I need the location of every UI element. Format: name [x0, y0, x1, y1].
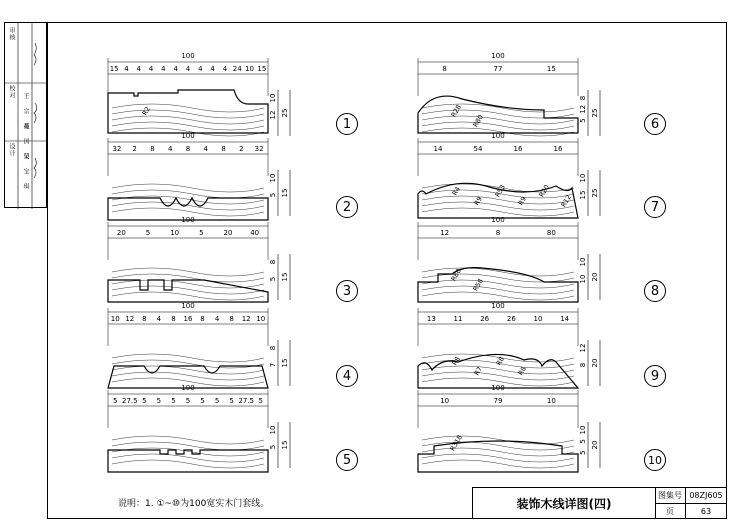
segment-dim-4-6: 8 [200, 315, 205, 323]
segment-dim-5-2: 5 [142, 397, 147, 405]
radius-label-7-1: R9 [472, 195, 484, 207]
side-dim-5-0: 10 [269, 425, 277, 435]
segment-dim-1-10: 24 [232, 65, 242, 73]
segment-dim-10-2: 10 [546, 397, 556, 405]
side-dim-4-2: 15 [281, 358, 289, 368]
segment-dim-9-4: 10 [533, 315, 543, 323]
segment-dim-4-9: 12 [241, 315, 251, 323]
segment-dim-5-10: 5 [258, 397, 263, 405]
side-dim-7-2: 25 [591, 188, 599, 198]
segment-dim-2-3: 4 [167, 145, 173, 153]
detail-number-8: 8 [644, 280, 666, 302]
radius-label-6-0: R28 [449, 103, 463, 119]
segment-dim-2-5: 4 [203, 145, 209, 153]
page-label: 页 [655, 504, 686, 519]
segment-dim-2-2: 8 [150, 145, 155, 153]
side-dim-8-2: 20 [591, 272, 599, 282]
side-dim-10-2: 5 [579, 450, 587, 455]
segment-dim-3-2: 10 [170, 229, 180, 237]
segment-dim-4-7: 4 [214, 315, 220, 323]
side-dim-2-1: 5 [269, 192, 277, 198]
detail-number-7: 7 [644, 196, 666, 218]
segment-dim-4-8: 8 [229, 315, 234, 323]
segment-dim-7-0: 14 [433, 145, 443, 153]
side-dim-8-0: 10 [579, 257, 587, 267]
width-dim-3: 100 [181, 216, 195, 224]
segment-dim-1-5: 4 [173, 65, 178, 73]
segment-dim-5-7: 5 [214, 397, 220, 405]
segment-dim-1-6: 4 [185, 65, 191, 73]
segment-dim-9-2: 26 [480, 315, 490, 323]
segment-dim-4-0: 10 [110, 315, 120, 323]
side-dim-1-0: 10 [269, 93, 277, 103]
segment-dim-1-11: 10 [245, 65, 254, 73]
width-dim-2: 100 [181, 132, 195, 140]
side-dim-3-0: 8 [269, 259, 277, 265]
side-dim-4-1: 7 [269, 362, 277, 368]
segment-dim-1-1: 4 [124, 65, 129, 73]
segment-dim-4-3: 4 [156, 315, 162, 323]
side-dim-6-2: 5 [579, 118, 587, 123]
width-dim-7: 100 [491, 132, 505, 140]
detail-number-9: 9 [644, 365, 666, 387]
segment-dim-4-1: 12 [125, 315, 135, 323]
side-dim-9-0: 12 [579, 343, 587, 353]
side-dim-9-1: 8 [579, 362, 587, 368]
title-block [472, 487, 727, 519]
segment-dim-3-4: 20 [223, 229, 233, 237]
width-dim-8: 100 [491, 216, 505, 224]
radius-label-7-3: R9 [516, 195, 528, 207]
side-dim-2-0: 10 [269, 173, 277, 183]
segment-dim-3-0: 20 [116, 229, 126, 237]
side-dim-4-0: 8 [269, 345, 277, 351]
side-dim-10-0: 10 [579, 425, 587, 435]
detail-number-5: 5 [336, 449, 358, 471]
segment-dim-2-4: 8 [185, 145, 191, 153]
drawing-note: 说明：1. ①~⑩为100宽实木门套线。 [118, 499, 270, 509]
radius-label-9-3: R8 [516, 365, 528, 377]
radius-label-9-1: R7 [472, 365, 484, 377]
segment-dim-4-10: 10 [256, 315, 266, 323]
segment-dim-5-3: 5 [156, 397, 162, 405]
radius-label-6-1: R80 [471, 113, 485, 129]
radius-label-7-4: R20 [537, 183, 551, 199]
segment-dim-8-1: 8 [495, 229, 501, 237]
segment-dim-6-1: 77 [493, 65, 503, 73]
side-dim-5-2: 15 [281, 440, 289, 450]
side-dim-1-1: 12 [269, 110, 277, 120]
segment-dim-10-0: 10 [440, 397, 450, 405]
detail-number-3: 3 [336, 280, 358, 302]
segment-dim-9-5: 14 [560, 315, 570, 323]
segment-dim-1-0: 15 [109, 65, 119, 73]
segment-dim-5-6: 5 [200, 397, 205, 405]
segment-dim-2-8: 32 [254, 145, 264, 153]
segment-dim-5-0: 5 [113, 397, 118, 405]
segment-dim-4-5: 16 [183, 315, 193, 323]
segment-dim-5-8: 5 [229, 397, 234, 405]
segment-dim-2-7: 2 [239, 145, 244, 153]
radius-label-9-2: R8 [494, 355, 506, 367]
radius-label-1-0: R2 [140, 105, 152, 117]
profile-8 [418, 268, 578, 302]
detail-number-4: 4 [336, 365, 358, 387]
name-1: 王 宗 亮 [22, 93, 29, 130]
atlas-label: 图集号 [655, 488, 686, 504]
side-dim-6-3: 25 [591, 108, 599, 118]
segment-dim-7-3: 16 [553, 145, 563, 153]
width-dim-5: 100 [181, 384, 195, 392]
atlas-number: 08ZJ605 [686, 488, 726, 504]
segment-dim-1-3: 4 [148, 65, 154, 73]
side-dim-5-1: 5 [269, 444, 277, 450]
segment-dim-1-9: 4 [222, 65, 228, 73]
side-dim-8-1: 10 [579, 274, 587, 284]
segment-dim-2-1: 2 [132, 145, 137, 153]
radius-label-8-0: R80 [449, 267, 463, 283]
detail-number-1: 1 [336, 113, 358, 135]
width-dim-4: 100 [181, 302, 195, 310]
segment-dim-7-1: 54 [473, 145, 483, 153]
segment-dim-6-0: 8 [442, 65, 447, 73]
segment-dim-1-8: 4 [210, 65, 215, 73]
segment-dim-5-4: 5 [171, 397, 176, 405]
segment-dim-3-3: 5 [199, 229, 204, 237]
radius-label-10-0: R318 [448, 433, 464, 453]
side-dim-6-1: 12 [579, 104, 587, 114]
side-dim-10-1: 5 [579, 439, 587, 444]
detail-number-6: 6 [644, 113, 666, 135]
side-dim-3-2: 15 [281, 272, 289, 282]
side-dim-10-3: 20 [591, 440, 599, 450]
segment-dim-9-1: 11 [453, 315, 463, 323]
segment-dim-1-12: 15 [257, 65, 267, 73]
name-3: 吴 宝 琪 [22, 153, 29, 190]
segment-dim-8-2: 80 [546, 229, 556, 237]
side-dim-3-1: 5 [269, 276, 277, 282]
radius-label-7-5: R12 [559, 193, 573, 209]
drawing-title: 装饰木线详图(四) [473, 488, 656, 519]
reviewer-label: 审核 [8, 27, 15, 41]
segment-dim-2-6: 8 [221, 145, 226, 153]
designer-label: 设计 [8, 143, 15, 157]
page-number: 63 [700, 507, 712, 516]
segment-dim-3-1: 5 [145, 229, 151, 237]
width-dim-9: 100 [491, 302, 505, 310]
checker-label: 校对 [8, 85, 15, 99]
profile-6 [418, 96, 578, 133]
segment-dim-7-2: 16 [513, 145, 523, 153]
segment-dim-4-4: 8 [171, 315, 176, 323]
side-dim-7-1: 15 [579, 190, 587, 200]
segment-dim-8-0: 12 [440, 229, 450, 237]
segment-dim-5-1: 27.5 [122, 397, 138, 405]
side-dim-6-0: 8 [579, 95, 587, 101]
width-dim-10: 100 [491, 384, 505, 392]
side-dim-9-2: 20 [591, 358, 599, 368]
radius-label-8-1: R58 [471, 277, 485, 293]
detail-number-2: 2 [336, 196, 358, 218]
width-dim-6: 100 [491, 52, 505, 60]
side-dim-1-2: 25 [281, 108, 289, 118]
radius-label-7-0: R4 [450, 185, 462, 197]
segment-dim-2-0: 32 [112, 145, 122, 153]
segment-dim-9-3: 26 [506, 315, 516, 323]
detail-number-10: 10 [644, 449, 666, 471]
segment-dim-5-5: 5 [185, 397, 191, 405]
side-dim-2-2: 15 [281, 188, 289, 198]
name-2: 董 国 荣 [22, 123, 29, 160]
radius-label-7-2: R53 [493, 183, 507, 199]
side-dim-7-0: 10 [579, 173, 587, 183]
segment-dim-4-2: 8 [142, 315, 147, 323]
width-dim-1: 100 [181, 52, 195, 60]
segment-dim-1-7: 4 [198, 65, 203, 73]
segment-dim-1-2: 4 [136, 65, 142, 73]
segment-dim-1-4: 4 [161, 65, 166, 73]
radius-label-9-0: R8 [450, 355, 462, 367]
segment-dim-9-0: 13 [426, 315, 436, 323]
segment-dim-6-2: 15 [546, 65, 556, 73]
segment-dim-3-5: 40 [250, 229, 260, 237]
segment-dim-10-1: 79 [493, 397, 503, 405]
segment-dim-5-9: 27.5 [238, 397, 254, 405]
